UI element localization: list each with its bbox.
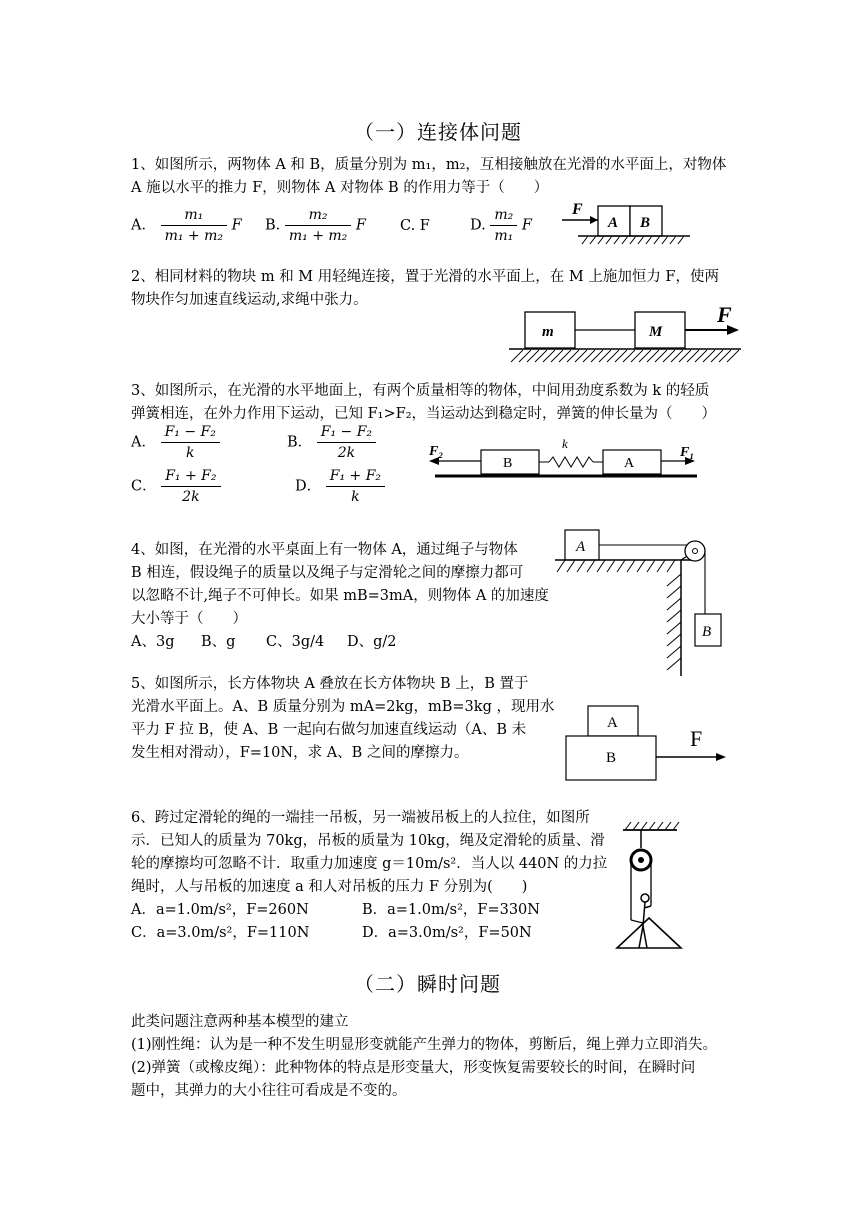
q6-option-c: C．a=3.0m/s²，F=110N <box>131 925 310 941</box>
q4-text-line2: B 相连，假设绳子的质量以及绳子与定滑轮之间的摩擦力都可 <box>131 565 524 581</box>
q6-option-a: A．a=1.0m/s²，F=260N <box>131 902 309 918</box>
q4-fig-b-label: B <box>702 624 712 640</box>
q1-text-line2: A 施以水平的推力 F，则物体 A 对物体 B 的作用力等于（ ） <box>131 180 549 196</box>
q3-figure <box>425 436 705 486</box>
q4-text-line4: 大小等于（ ） <box>131 611 247 627</box>
q3-fig-k-label: k <box>562 436 568 451</box>
hanging-board <box>617 918 681 948</box>
q4-text-line1: 4、如图，在光滑的水平桌面上有一物体 A，通过绳子与物体 <box>131 542 518 558</box>
q2-figure <box>505 302 745 366</box>
q1-option-c: C. F <box>400 218 430 234</box>
q1-text-line1: 1、如图所示，两物体 A 和 B，质量分别为 m₁，m₂，互相接触放在光滑的水平面上，对物体 <box>131 157 727 173</box>
q3-option-d: D． $\frac{\text{F₁ + F₂}}{k}$ <box>295 466 385 507</box>
q4-figure <box>545 528 735 678</box>
q3-option-a: A． $\frac{\text{F₁ − F₂}}{k}$ <box>131 422 220 463</box>
q3-option-b: B． $\frac{\text{F₁ − F₂}}{2k}$ <box>287 422 376 463</box>
q2-fig-force-label: F <box>717 302 732 327</box>
q3-fig-f1-label: F₁ <box>680 445 695 460</box>
spring <box>549 457 593 467</box>
q6-option-b: B．a=1.0m/s²，F=330N <box>362 902 540 918</box>
q3-fig-b-label: B <box>503 456 513 471</box>
q2-text-line2: 物块作匀加速直线运动,求绳中张力。 <box>131 292 368 308</box>
q4-option-d: D、g/2 <box>347 634 397 650</box>
q4-text-line3: 以忽略不计,绳子不可伸长。如果 mB=3mA，则物体 A 的加速度 <box>131 588 549 604</box>
section-title: （一）连接体问题 <box>354 120 522 144</box>
q6-text-line3: 轮的摩擦均可忽略不计．取重力加速度 g＝10m/s²．当人以 440N 的力拉 <box>131 856 608 872</box>
q5-text-line1: 5、如图所示，长方体物块 A 叠放在长方体物块 B 上，B 置于 <box>131 676 529 692</box>
q1-fig-b-label: B <box>640 215 651 231</box>
q1-option-b: B. $\frac{\text{m₂}}{\text{m₁ + m₂}}$ F <box>265 207 366 244</box>
q2-fig-big-m-label: M <box>649 324 663 340</box>
q2-text-line1: 2、相同材料的物块 m 和 M 用轻绳连接，置于光滑的水平面上，在 M 上施加恒力 F，使两 <box>131 269 719 285</box>
section2-item1: (1)刚性绳：认为是一种不发生明显形变就能产生弹力的物体，剪断后，绳上弹力立即消失。 <box>131 1037 718 1053</box>
q5-fig-force-label: F <box>690 726 703 751</box>
section2-item2-line2: 题中，其弹力的大小往往可看成是不变的。 <box>131 1083 407 1099</box>
q6-text-line1: 6、跨过定滑轮的绳的一端挂一吊板，另一端被吊板上的人拉住，如图所 <box>131 810 590 826</box>
q5-text-line3: 平力 F 拉 B，使 A、B 一起向右做匀加速直线运动（A、B 未 <box>131 722 527 738</box>
q3-fig-f2-label: F₂ <box>429 444 444 459</box>
q3-option-c: C． $\frac{\text{F₁ + F₂}}{2k}$ <box>131 466 221 507</box>
q4-option-a: A、3g <box>131 634 175 650</box>
section2-title: （二）瞬时问题 <box>354 972 501 996</box>
q4-option-b: B、g <box>201 634 236 650</box>
q5-figure <box>560 700 740 790</box>
q5-fig-a-label: A <box>607 715 618 731</box>
q4-option-c: C、3g/4 <box>266 634 325 650</box>
q6-text-line2: 示．已知人的质量为 70kg，吊板的质量为 10kg，绳及定滑轮的质量、滑 <box>131 833 605 849</box>
q3-text-line2: 弹簧相连，在外力作用下运动，已知 F₁>F₂，当运动达到稳定时，弹簧的伸长量为（ ） <box>131 406 717 422</box>
section2-item2-line1: (2)弹簧（或橡皮绳）：此种物体的特点是形变量大，形变恢复需要较长的时间，在瞬时问 <box>131 1060 696 1076</box>
q5-fig-b-label: B <box>606 750 617 766</box>
q6-option-d: D．a=3.0m/s²，F=50N <box>362 925 532 941</box>
q1-fig-a-label: A <box>608 215 619 231</box>
q2-fig-m-label: m <box>542 324 554 340</box>
q1-option-a: A． $\frac{\text{m₁}}{\text{m₁ + m₂}}$ F <box>131 207 242 244</box>
q5-text-line4: 发生相对滑动），F=10N，求 A、B 之间的摩擦力。 <box>131 745 469 761</box>
q1-figure <box>558 196 698 246</box>
q4-fig-a-label: A <box>576 539 586 555</box>
q1-option-d: D. $\frac{\text{m₂}}{\text{m₁}}$ F <box>470 207 532 244</box>
q6-figure <box>605 820 695 955</box>
q3-text-line1: 3、如图所示，在光滑的水平地面上，有两个质量相等的物体，中间用劲度系数为 k 的轻质 <box>131 383 710 399</box>
q6-text-line4: 绳时，人与吊板的加速度 a 和人对吊板的压力 F 分别为( ) <box>131 879 528 895</box>
q5-text-line2: 光滑水平面上。A、B 质量分别为 mA=2kg，mB=3kg ，现用水 <box>131 699 555 715</box>
q1-fig-force-label: F <box>572 201 583 218</box>
q3-fig-a-label: A <box>624 456 635 471</box>
section2-intro: 此类问题注意两种基本模型的建立 <box>131 1014 349 1030</box>
